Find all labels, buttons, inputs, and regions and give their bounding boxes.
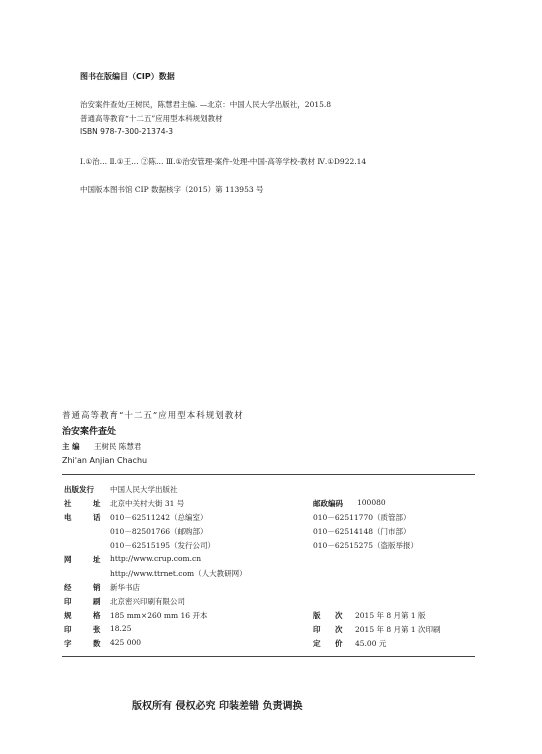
spec-label-2: 格 bbox=[93, 611, 101, 620]
edition-value: 2015 年 8 月第 1 版 bbox=[355, 611, 426, 620]
website-url-2[interactable]: http://www.ttrnet.com（人大教研网） bbox=[110, 569, 247, 578]
phone-editorial: 010－62511242（总编室） bbox=[110, 513, 208, 522]
sheets-row bbox=[62, 624, 482, 637]
cip-record-number: 中国版本图书馆 CIP 数据核字（2015）第 113953 号 bbox=[80, 185, 264, 194]
web-label-2: 址 bbox=[93, 555, 101, 564]
cip-heading: 图书在版编目（CIP）数据 bbox=[80, 72, 175, 81]
publisher-label: 出版发行 bbox=[64, 485, 94, 494]
phone-row-2 bbox=[62, 526, 482, 539]
spec-value: 185 mm×260 mm 16 开本 bbox=[110, 611, 208, 620]
price-value: 45.00 元 bbox=[355, 639, 387, 648]
postcode-value: 100080 bbox=[357, 498, 386, 507]
words-label-2: 数 bbox=[93, 639, 101, 648]
distributor-value: 新华书店 bbox=[110, 583, 140, 592]
publisher-row bbox=[62, 484, 482, 497]
address-row bbox=[62, 498, 482, 511]
editors-names: 王树民 陈慧君 bbox=[94, 442, 142, 451]
price-label-2: 价 bbox=[335, 639, 343, 648]
book-title: 治安案件查处 bbox=[62, 427, 117, 437]
phone-mailorder: 010－82501766（邮购部） bbox=[110, 527, 208, 536]
address-label-2: 址 bbox=[93, 499, 101, 508]
spec-row bbox=[62, 610, 482, 623]
printing-label-1: 印 bbox=[313, 625, 321, 634]
printer-value: 北京密兴印刷有限公司 bbox=[110, 597, 185, 606]
dist-label-2: 销 bbox=[93, 583, 101, 592]
address-label-1: 社 bbox=[64, 499, 72, 508]
series-title: 普通高等教育“十二五”应用型本科规划教材 bbox=[62, 411, 244, 421]
phone-row-1 bbox=[62, 512, 482, 525]
edition-label-2: 次 bbox=[335, 611, 343, 620]
spec-label-1: 规 bbox=[64, 611, 72, 620]
web-label-1: 网 bbox=[64, 555, 72, 564]
sheets-label-1: 印 bbox=[64, 625, 72, 634]
phone-piracy-report: 010－62515275（盗版举报） bbox=[313, 541, 418, 550]
website-url-1[interactable]: http://www.crup.com.cn bbox=[110, 554, 202, 563]
sheets-label-2: 张 bbox=[93, 625, 101, 634]
cip-isbn: ISBN 978-7-300-21374-3 bbox=[80, 127, 173, 136]
words-label-1: 字 bbox=[64, 639, 72, 648]
pinyin-title: Zhi'an Anjian Chachu bbox=[62, 456, 148, 465]
editors-label: 主 编 bbox=[62, 442, 80, 451]
edition-label-1: 版 bbox=[313, 611, 321, 620]
words-row bbox=[62, 638, 482, 651]
phone-quality: 010－62511770（质管部） bbox=[313, 513, 411, 522]
website-row-2 bbox=[62, 568, 482, 581]
printer-row bbox=[62, 596, 482, 609]
phone-distribution: 010－62515195（发行公司） bbox=[110, 541, 215, 550]
dist-label-1: 经 bbox=[64, 583, 72, 592]
top-divider bbox=[62, 474, 475, 475]
publisher-value: 中国人民大学出版社 bbox=[110, 485, 178, 494]
printing-label-2: 次 bbox=[335, 625, 343, 634]
phone-label-1: 电 bbox=[64, 513, 72, 522]
editors-line bbox=[62, 441, 141, 452]
phone-label-2: 话 bbox=[93, 513, 101, 522]
words-value: 425 000 bbox=[110, 638, 142, 647]
print-label-2: 刷 bbox=[93, 597, 101, 606]
cip-series-line: 普通高等教育“十二五”应用型本科规划教材 bbox=[80, 114, 223, 123]
printing-value: 2015 年 8 月第 1 次印刷 bbox=[355, 625, 441, 634]
copyright-notice: 版权所有 侵权必究 印装差错 负责调换 bbox=[132, 701, 303, 712]
postcode-label: 邮政编码 bbox=[313, 499, 343, 508]
phone-row-3 bbox=[62, 540, 482, 553]
address-value: 北京中关村大街 31 号 bbox=[110, 499, 185, 508]
website-row-1 bbox=[62, 554, 482, 567]
phone-store: 010－62514148（门市部） bbox=[313, 527, 411, 536]
sheets-value: 18.25 bbox=[110, 624, 132, 633]
distributor-row bbox=[62, 582, 482, 595]
bottom-divider bbox=[62, 656, 475, 657]
print-label-1: 印 bbox=[64, 597, 72, 606]
price-label-1: 定 bbox=[313, 639, 321, 648]
cip-title-line: 治安案件查处/王树民，陈慧君主编. —北京：中国人民大学出版社，2015.8 bbox=[80, 100, 332, 109]
cip-subject-line: Ⅰ.①治… Ⅱ.①王… ②陈… Ⅲ.①治安管理-案件-处理-中国-高等学校-教材 Ⅳ.①D922.14 bbox=[80, 157, 367, 166]
